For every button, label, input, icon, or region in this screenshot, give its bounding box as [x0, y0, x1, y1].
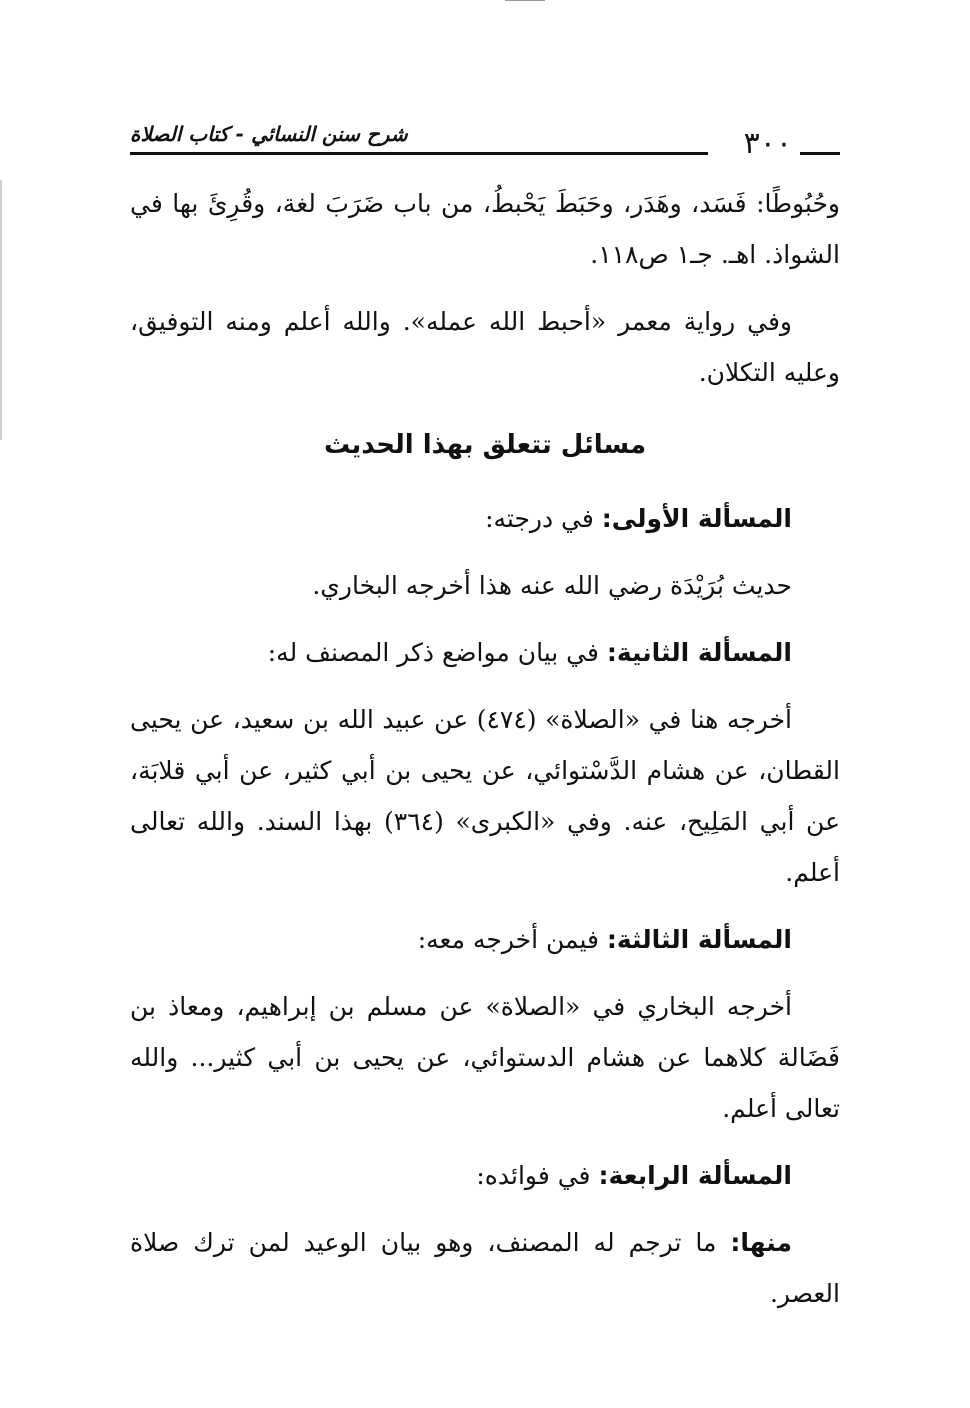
issue-text-3: أخرجه البخاري في «الصلاة» عن مسلم بن إبراهيم، ومعاذ بن فَضَالة كلاهما عن هشام الدستوائي، عن يحيى بن أبي كثير... والله تعالى أعلم.: [130, 992, 840, 1123]
header-rule: [130, 152, 708, 155]
top-scan-mark: [505, 0, 545, 7]
issue-text-4: [130, 1217, 840, 1319]
benefit-text: ما ترجم له المصنف، وهو بيان الوعيد لمن ترك صلاة العصر.: [130, 1228, 840, 1308]
page-number: ٣٠٠: [743, 126, 792, 161]
section-title: مسائل تتعلق بهذا الحديث: [323, 430, 647, 460]
page-number-rule: [800, 152, 840, 155]
issue-label: المسألة الثانية:: [606, 638, 792, 667]
benefit-lead: منها:: [730, 1228, 792, 1257]
issue-topic: في فوائده:: [476, 1161, 591, 1190]
issue-heading-3: [130, 914, 840, 965]
issue-label: المسألة الرابعة:: [598, 1161, 792, 1190]
issue-heading-2: [130, 627, 840, 678]
page-header: [130, 118, 840, 164]
page-body: [130, 178, 840, 1335]
issue-topic: في بيان مواضع ذكر المصنف له:: [267, 638, 599, 667]
issue-heading-1: [130, 493, 840, 544]
paragraph-mamar-narration: وفي رواية معمر «أحبط الله عمله». والله أعلم ومنه التوفيق، وعليه التكلان.: [130, 307, 840, 387]
issue-heading-4: [130, 1150, 840, 1201]
running-title: شرح سنن النسائي - كتاب الصلاة: [130, 122, 414, 146]
left-scan-line: [0, 180, 2, 440]
issue-topic: في درجته:: [485, 504, 594, 533]
issue-text-2: أخرجه هنا في «الصلاة» (٤٧٤) عن عبيد الله بن سعيد، عن يحيى القطان، عن هشام الدَّسْتوائي، عن يحيى بن أبي كثير، عن أبي قلابَة، عن أبي المَلِيح، عنه. وفي «الكبرى» (٣٦٤) بهذا السند. والله تعالى أعلم.: [130, 705, 840, 887]
paragraph-definition: وحُبُوطًا: فَسَد، وهَدَر، وحَبَطَ يَحْبطُ، من باب ضَرَبَ لغة، وقُرِئَ بها في الشواذ. اهـ. جـ١ ص١١٨.: [130, 189, 840, 269]
issue-text-1: حديث بُرَيْدَة رضي الله عنه هذا أخرجه البخاري.: [312, 571, 792, 600]
issue-label: المسألة الأولى:: [601, 504, 792, 533]
issue-topic: فيمن أخرجه معه:: [417, 925, 599, 954]
issue-label: المسألة الثالثة:: [606, 925, 792, 954]
